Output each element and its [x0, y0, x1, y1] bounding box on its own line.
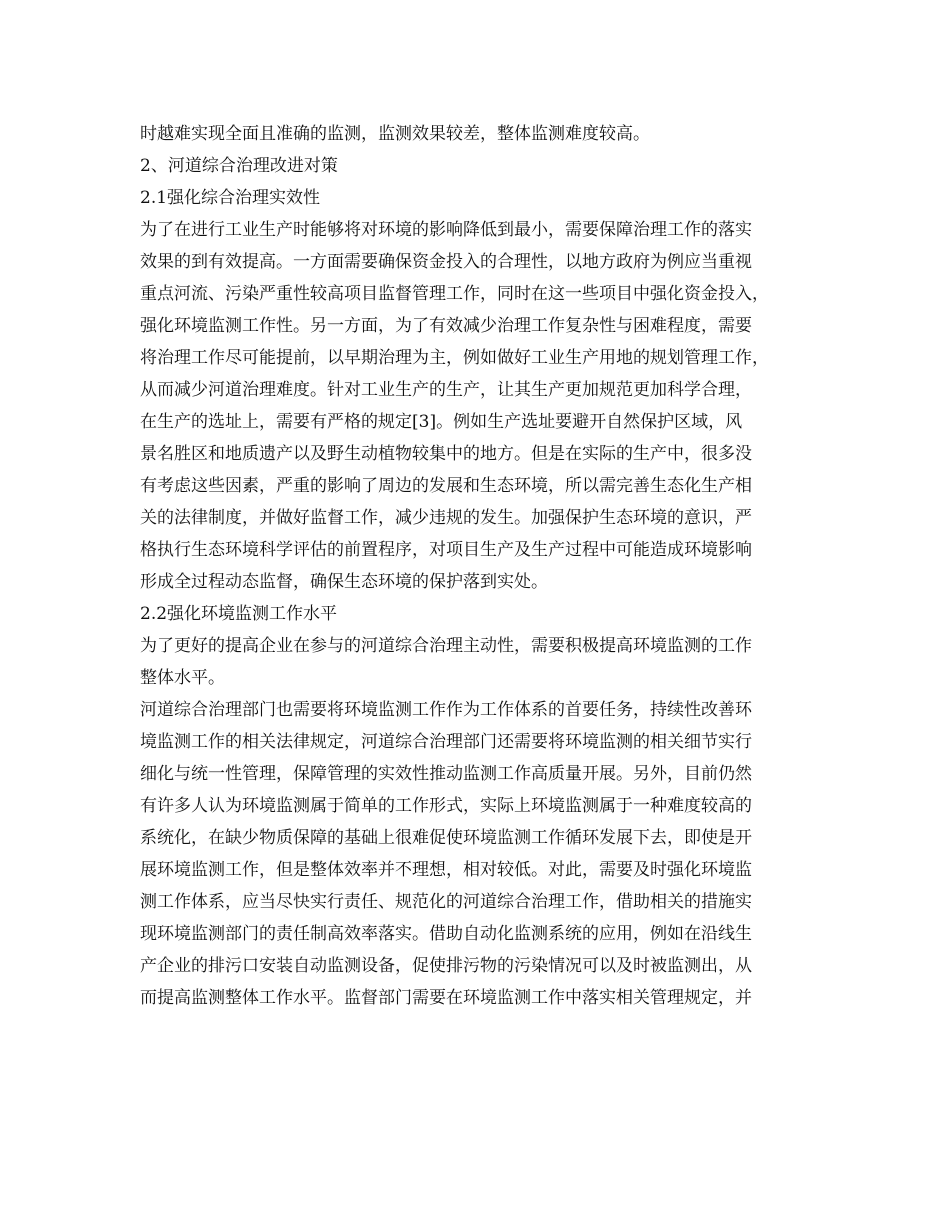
text-line: 有考虑这些因素，严重的影响了周边的发展和生态环境，所以需完善生态化生产相 — [140, 476, 752, 496]
text-line: 时越难实现全面且准确的监测，监测效果较差，整体监测难度较高。 — [140, 124, 650, 144]
text-line: 现环境监测部门的责任制高效率落实。借助自动化监测系统的应用，例如在沿线生 — [140, 924, 752, 944]
text-line: 为了更好的提高企业在参与的河道综合治理主动性，需要积极提高环境监测的工作 — [140, 636, 752, 656]
text-line: 将治理工作尽可能提前，以早期治理为主，例如做好工业生产用地的规划管理工作， — [140, 348, 769, 368]
text-line: 重点河流、污染严重性较高项目监督管理工作，同时在这一些项目中强化资金投入， — [140, 284, 769, 304]
text-line: 景名胜区和地质遗产以及野生动植物较集中的地方。但是在实际的生产中，很多没 — [140, 444, 752, 464]
text-line: 格执行生态环境科学评估的前置程序，对项目生产及生产过程中可能造成环境影响 — [140, 540, 752, 560]
text-line: 效果的到有效提高。一方面需要确保资金投入的合理性，以地方政府为例应当重视 — [140, 252, 752, 272]
text-line: 系统化，在缺少物质保障的基础上很难促使环境监测工作循环发展下去，即使是开 — [140, 828, 752, 848]
subsection-heading: 2.1强化综合治理实效性 — [140, 188, 321, 208]
text-line: 为了在进行工业生产时能够将对环境的影响降低到最小，需要保障治理工作的落实 — [140, 220, 752, 240]
text-line: 从而减少河道治理难度。针对工业生产的生产，让其生产更加规范更加科学合理， — [140, 380, 752, 400]
section-heading: 2、河道综合治理改进对策 — [140, 156, 338, 176]
text-line: 产企业的排污口安装自动监测设备，促使排污物的污染情况可以及时被监测出，从 — [140, 956, 752, 976]
text-line: 而提高监测整体工作水平。监督部门需要在环境监测工作中落实相关管理规定，并 — [140, 988, 752, 1008]
subsection-heading: 2.2强化环境监测工作水平 — [140, 604, 338, 624]
text-line: 测工作体系，应当尽快实行责任、规范化的河道综合治理工作，借助相关的措施实 — [140, 892, 752, 912]
text-line: 关的法律制度，并做好监督工作，减少违规的发生。加强保护生态环境的意识，严 — [140, 508, 752, 528]
text-line: 河道综合治理部门也需要将环境监测工作作为工作体系的首要任务，持续性改善环 — [140, 700, 752, 720]
text-line: 整体水平。 — [140, 668, 225, 688]
text-line: 展环境监测工作，但是整体效率并不理想，相对较低。对此，需要及时强化环境监 — [140, 860, 752, 880]
text-line: 在生产的选址上，需要有严格的规定[3]。例如生产选址要避开自然保护区域，风 — [140, 412, 743, 432]
text-line: 细化与统一性管理，保障管理的实效性推动监测工作高质量开展。另外，目前仍然 — [140, 764, 752, 784]
text-line: 有许多人认为环境监测属于简单的工作形式，实际上环境监测属于一种难度较高的 — [140, 796, 752, 816]
text-line: 形成全过程动态监督，确保生态环境的保护落到实处。 — [140, 572, 548, 592]
text-line: 境监测工作的相关法律规定，河道综合治理部门还需要将环境监测的相关细节实行 — [140, 732, 752, 752]
text-line: 强化环境监测工作性。另一方面，为了有效减少治理工作复杂性与困难程度，需要 — [140, 316, 752, 336]
